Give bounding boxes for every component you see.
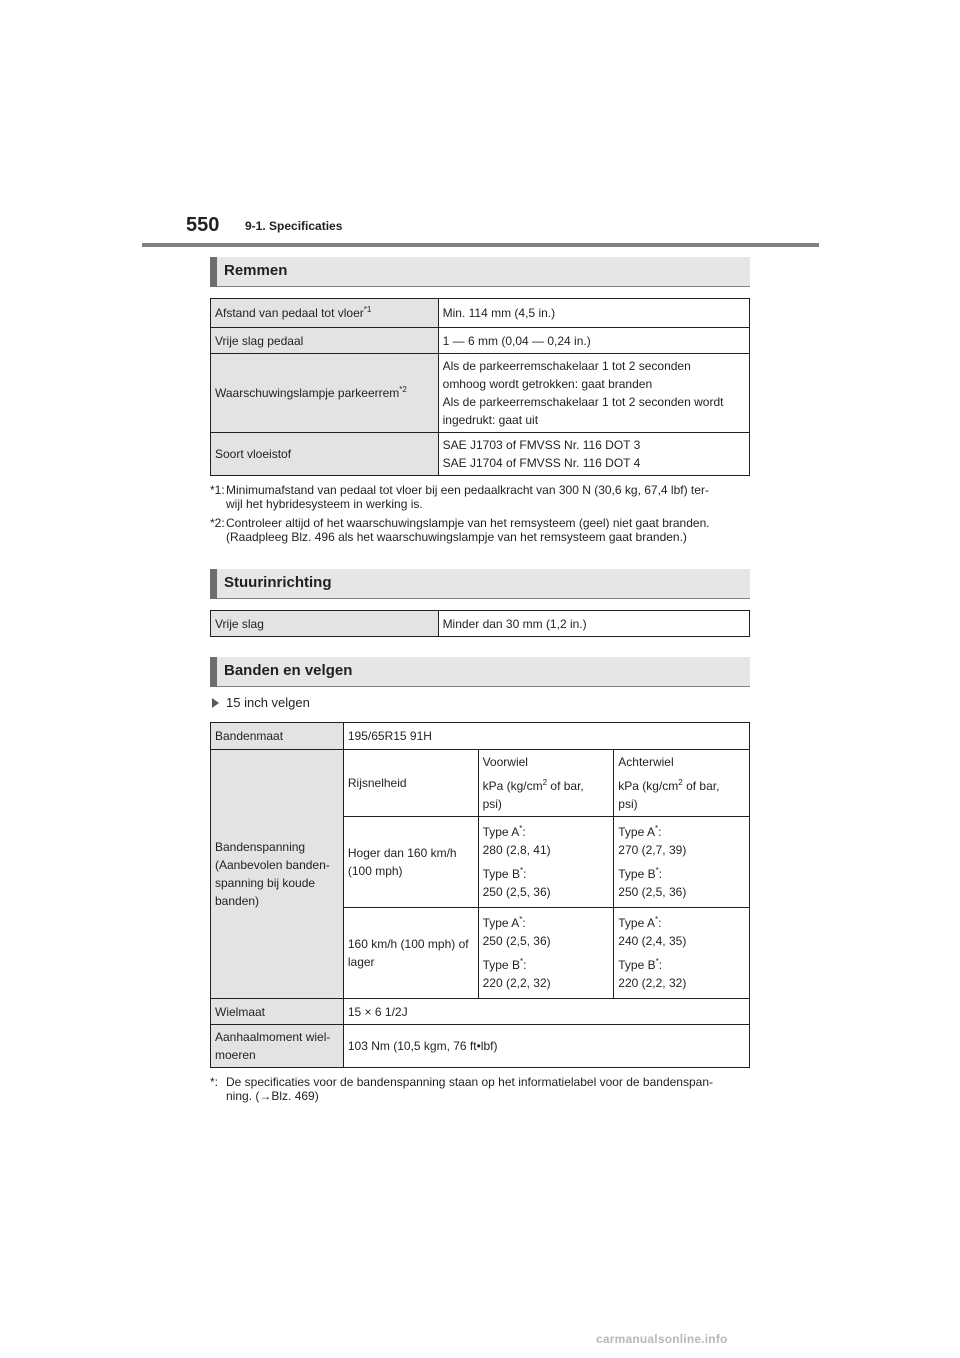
table-cell-label: Afstand van pedaal tot vloer$^{*1}$	[211, 299, 439, 328]
watermark: carmanualsonline.info	[596, 1332, 728, 1346]
section-title: Stuurinrichting	[224, 574, 332, 591]
section-bar	[210, 657, 217, 687]
table-cell-value: Minder dan 30 mm (1,2 in.)	[438, 611, 749, 637]
section-heading-steering	[210, 569, 750, 599]
section-bar	[210, 569, 217, 599]
table-cell-rear-header: Achterwiel kPa ($kg/cm^2$ of bar, psi)	[614, 750, 750, 817]
table-cell-rear-pressure: Type A*: 240 (2,4, 35) Type B*: 220 (2,2, 32)	[614, 908, 750, 999]
table-cell-speed: 160 km/h (100 mph) of lager	[343, 908, 478, 999]
table-cell-front-pressure: Type A*: 280 (2,8, 41) Type B*: 250 (2,5, 36)	[478, 817, 614, 908]
chapter-title: 9-1. Specificaties	[245, 219, 343, 233]
table-cell-front-pressure: Type A*: 250 (2,5, 36) Type B*: 220 (2,2, 32)	[478, 908, 614, 999]
table-row	[211, 299, 750, 328]
table-cell-rear-pressure: Type A*: 270 (2,7, 39) Type B*: 250 (2,5, 36)	[614, 817, 750, 908]
table-row	[211, 723, 750, 750]
footnote-2: *2: Controleer altijd of het waarschuwingslampje van het remsysteem (geel) niet gaat branden. (Raadpleeg Blz. 496 als het waarschuwingslampje van het remsysteem gaat branden.)	[210, 516, 710, 544]
table-cell-label: Aanhaalmoment wiel- moeren	[211, 1025, 344, 1068]
table-cell-front-header: Voorwiel kPa ($kg/cm^2$ of bar, psi)	[478, 750, 614, 817]
table-cell-speed-header: Rijsnelheid	[343, 750, 478, 817]
table-row	[211, 999, 750, 1025]
table-cell-label: Vrije slag	[211, 611, 439, 637]
page-number: 550	[186, 214, 220, 236]
steering-table	[210, 610, 750, 637]
table-cell-label: Waarschuwingslampje parkeerrem$^{*2}$	[211, 354, 439, 433]
table-row	[211, 1025, 750, 1068]
table-cell-speed: Hoger dan 160 km/h (100 mph)	[343, 817, 478, 908]
wheels-table	[210, 722, 750, 1068]
table-row	[211, 328, 750, 354]
table-row	[211, 433, 750, 476]
section-bar	[210, 257, 217, 287]
section-heading-brakes	[210, 257, 750, 287]
table-cell-label: Wielmaat	[211, 999, 344, 1025]
table-row	[211, 611, 750, 637]
subheading-15-inch: 15 inch velgen	[212, 695, 310, 710]
section-title: Remmen	[224, 262, 288, 279]
table-cell-label: Bandenmaat	[211, 723, 344, 750]
table-cell-value: Als de parkeerremschakelaar 1 tot 2 seconden omhoog wordt getrokken: gaat branden Als de parkeerremschakelaar 1 tot 2 seconden wordt ingedrukt: gaat uit	[438, 354, 749, 433]
table-row	[211, 750, 750, 817]
table-cell-value: 15 × 6 1/2J	[343, 999, 749, 1025]
table-cell-label: Bandenspanning (Aanbevolen banden- spanning bij koude banden)	[211, 750, 344, 999]
table-cell-value: 1 — 6 mm (0,04 — 0,24 in.)	[438, 328, 749, 354]
table-cell-value: SAE J1703 of FMVSS Nr. 116 DOT 3 SAE J1704 of FMVSS Nr. 116 DOT 4	[438, 433, 749, 476]
table-cell-label: Soort vloeistof	[211, 433, 439, 476]
table-cell-label: Vrije slag pedaal	[211, 328, 439, 354]
header-rule	[142, 243, 819, 247]
table-cell-value: 195/65R15 91H	[343, 723, 749, 750]
section-title: Banden en velgen	[224, 662, 353, 679]
table-cell-value: 103 Nm (10,5 kgm, 76 ft•lbf)	[343, 1025, 749, 1068]
brakes-table	[210, 298, 750, 476]
triangle-bullet-icon	[212, 698, 219, 708]
section-heading-wheels	[210, 657, 750, 687]
footnote-pressure: *: De specificaties voor de bandenspanning staan op het informatielabel voor de bandenspan- ning. (→Blz. 469)	[210, 1075, 713, 1103]
table-cell-value: Min. 114 mm (4,5 in.)	[438, 299, 749, 328]
table-row	[211, 354, 750, 433]
footnote-1: *1: Minimumafstand van pedaal tot vloer bij een pedaalkracht van 300 N (30,6 kg, 67,4 lbf) ter- wijl het hybridesysteem in werking is.	[210, 483, 709, 511]
